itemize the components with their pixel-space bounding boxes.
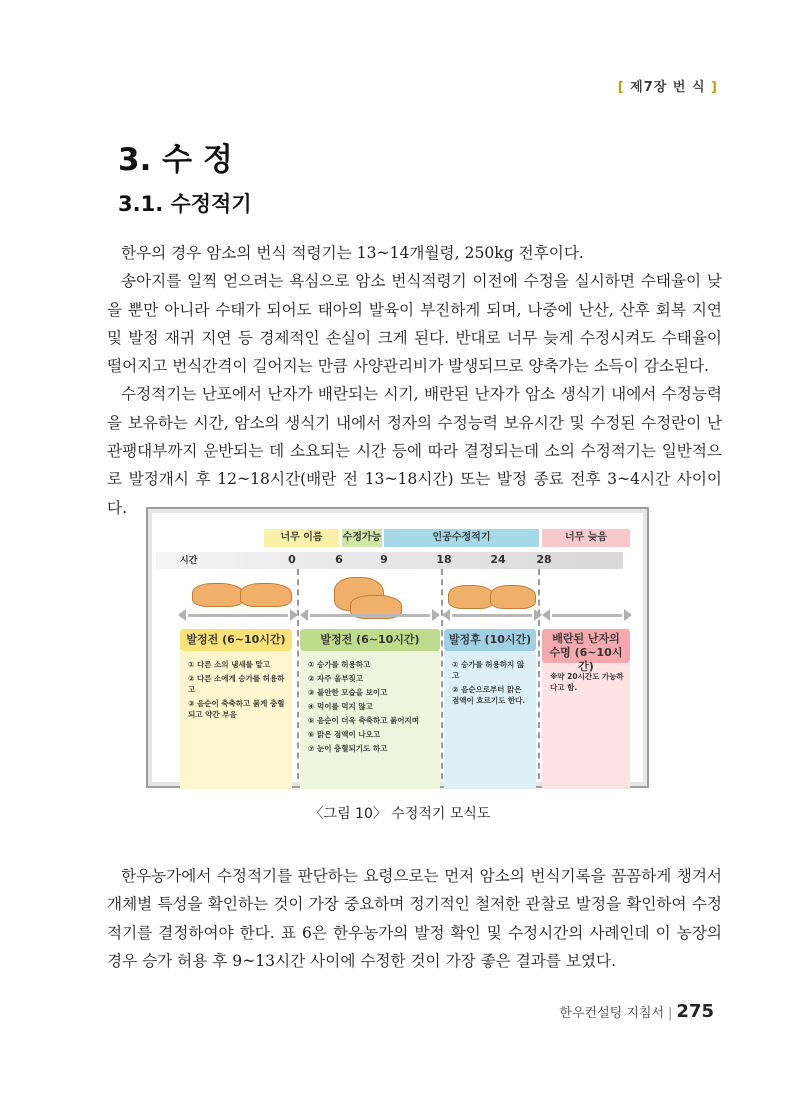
card-item: ② 자주 울부짖고 bbox=[308, 674, 364, 683]
paragraph: 송아지를 일찍 얻으려는 욕심으로 암소 번식적령기 이전에 수정을 실시하면 수태율이 낮을 뿐만 아니라 수태가 되어도 태아의 발육이 부진하게 되며, 나중에 난산, 산후 회복 지연 및 발정 재귀 지연 등 경제적인 손실이 크게 된다. 반대로 너무 늦게 수정시켜도 수태율이 떨어지고 번식간격이 길어지는 만큼 사양관리비가 발생되므로 양축가는 소득이 감소된다. bbox=[107, 272, 722, 376]
card-item: ※약 20시간도 가능하다고 함. bbox=[550, 672, 624, 692]
card-item: ④ 먹이를 먹지 않고 bbox=[308, 702, 373, 711]
band-too-late: 너무 늦음 bbox=[542, 529, 630, 547]
time-bar bbox=[156, 552, 623, 569]
time-tick: 18 bbox=[436, 553, 452, 566]
paragraph: 한우의 경우 암소의 번식 적령기는 13~14개월령, 250kg 전후이다. bbox=[121, 244, 584, 262]
card-title-line: 수명 (6~10시간) bbox=[549, 646, 623, 673]
book-title: 한우컨설팅 지침서 bbox=[559, 1006, 665, 1021]
paragraph: 수정적기는 난포에서 난자가 배란되는 시기, 배란된 난자가 암소 생식기 내에서 수정능력을 보유하는 시간, 암소의 생식기 내에서 정자의 수정능력 보유시간 및 수정된 수정란이 난관팽대부까지 운반되는 데 소요되는 시간 등에 따라 결정되는데 소의 수정적기는 일반적으로 발정개시 후 12~18시간(배란 전 13~18시간) 또는 발정 종료 전후 3~4시간 사이이다. bbox=[107, 385, 722, 517]
time-tick: 9 bbox=[380, 553, 388, 566]
phase-card-pre-estrus bbox=[180, 629, 292, 781]
card-title: 발정전 (6~10시간) bbox=[300, 629, 440, 651]
cow-illustration bbox=[240, 583, 292, 607]
card-item: ① 승가를 허용하지 않고 bbox=[452, 660, 525, 680]
card-item: ③ 불안한 모습을 보이고 bbox=[308, 688, 388, 697]
time-tick: 6 bbox=[335, 553, 343, 566]
time-tick: 0 bbox=[288, 553, 296, 566]
phase-arrow bbox=[188, 614, 288, 617]
body-text-top bbox=[107, 239, 722, 522]
card-item: ⑦ 눈이 충혈되기도 하고 bbox=[308, 744, 388, 753]
card-item: ② 음순으로부터 맑은 점액이 흐르기도 한다. bbox=[452, 685, 526, 705]
card-title: 발정후 (10시간) bbox=[444, 629, 536, 651]
card-title-line: 배란된 난자의 bbox=[552, 632, 620, 645]
card-item: ③ 음순이 축축하고 붉게 충혈되고 약간 부음 bbox=[188, 699, 285, 719]
time-tick: 28 bbox=[536, 553, 552, 566]
body-text-bottom bbox=[107, 862, 722, 975]
chapter-tag-text: 제7장 번 식 bbox=[630, 80, 706, 95]
card-item: ① 승가를 허용하고 bbox=[308, 660, 371, 669]
card-item: ⑥ 맑은 점액이 나오고 bbox=[308, 730, 381, 739]
paragraph: 한우농가에서 수정적기를 판단하는 요령으로는 먼저 암소의 번식기록을 꼼꼼하게 챙겨서 개체별 특성을 확인하는 것이 가장 중요하며 정기적인 철저한 관찰로 발정을 확인하여 수정적기를 결정하여야 한다. 표 6은 한우농가의 발정 확인 및 수정시간의 사례인데 이 농장의 경우 승가 허용 후 9~13시간 사이에 수정한 것이 가장 좋은 결과를 보였다. bbox=[107, 867, 722, 970]
phase-arrow bbox=[452, 614, 532, 617]
phase-card-post-estrus bbox=[444, 629, 536, 781]
cow-illustration bbox=[448, 585, 494, 609]
band-possible: 수정가능 bbox=[342, 529, 382, 547]
card-title: 발정전 (6~10시간) bbox=[180, 629, 292, 651]
cow-illustration bbox=[490, 585, 536, 609]
page-number: 275 bbox=[676, 1001, 714, 1022]
phase-divider bbox=[297, 569, 299, 779]
phase-arrow bbox=[310, 614, 430, 617]
card-item: ① 다른 소의 냄새를 맡고 bbox=[188, 660, 270, 669]
chapter-tag: [ 제7장 번 식 ] bbox=[617, 80, 718, 95]
phase-divider bbox=[441, 569, 443, 779]
phase-card-ovum-lifespan bbox=[542, 629, 630, 781]
time-label: 시간 bbox=[180, 556, 198, 566]
phase-divider bbox=[538, 569, 540, 779]
card-item: ⑤ 음순이 더욱 축축하고 붉어지며 bbox=[308, 716, 419, 725]
figure-caption: 〈그림 10〉 수정적기 모식도 bbox=[309, 806, 491, 822]
phase-arrow bbox=[552, 614, 622, 617]
band-too-early: 너무 이름 bbox=[264, 529, 339, 547]
card-item: ② 다른 소에게 승가를 허용하고 bbox=[188, 674, 285, 694]
band-optimal-ai: 인공수정적기 bbox=[384, 529, 539, 547]
time-tick: 24 bbox=[490, 553, 506, 566]
subsection-heading: 3.1. 수정적기 bbox=[118, 192, 252, 216]
insemination-timing-diagram bbox=[146, 507, 649, 788]
page-footer: 한우컨설팅 지침서 | 275 bbox=[559, 1001, 714, 1022]
section-heading: 3. 수 정 bbox=[118, 142, 233, 178]
phase-card-estrus bbox=[300, 629, 440, 781]
cow-illustration bbox=[192, 583, 244, 607]
